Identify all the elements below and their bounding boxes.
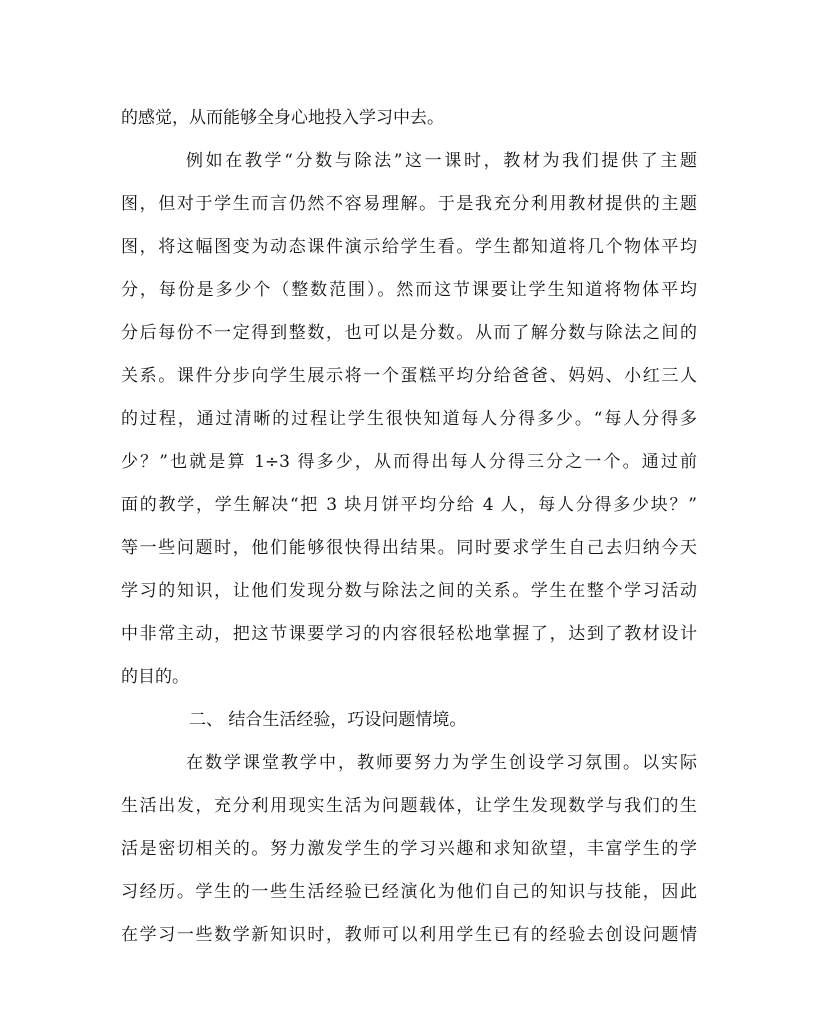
paragraph-line: 少？”也就是算 1÷3 得多少，从而得出每人分得三分之一个。通过前: [121, 452, 697, 472]
paragraph-line: 等一些问题时，他们能够很快得出结果。同时要求学生自己去归纳今天: [121, 538, 697, 558]
paragraph-line: 图，将这幅图变为动态课件演示给学生看。学生都知道将几个物体平均: [121, 237, 697, 257]
paragraph-line: 生活出发，充分利用现实生活为问题载体，让学生发现数学与我们的生: [121, 796, 697, 816]
paragraph-first-line: 例如在教学“分数与除法”这一课时，教材为我们提供了主题: [186, 151, 697, 171]
paragraph-line: 图，但对于学生而言仍然不容易理解。于是我充分利用教材提供的主题: [121, 194, 697, 214]
paragraph-line: 的过程，通过清晰的过程让学生很快知道每人分得多少。“每人分得多: [121, 409, 697, 429]
paragraph-line: 习经历。学生的一些生活经验已经演化为他们自己的知识与技能，因此: [121, 882, 697, 902]
paragraph-line: 面的教学，学生解决“把 3 块月饼平均分给 4 人，每人分得多少块？”: [121, 495, 697, 515]
paragraph-line: 的目的。: [121, 667, 189, 687]
paragraph-line: 在学习一些数学新知识时，教师可以利用学生已有的经验去创设问题情: [121, 925, 697, 945]
paragraph-line: 中非常主动，把这节课要学习的内容很轻松地掌握了，达到了教材设计: [121, 624, 697, 644]
section-heading: 二、 结合生活经验，巧设问题情境。: [189, 710, 467, 730]
paragraph-line: 活是密切相关的。努力激发学生的学习兴趣和求知欲望，丰富学生的学: [121, 839, 697, 859]
paragraph-line: 的感觉，从而能够全身心地投入学习中去。: [121, 108, 444, 128]
paragraph-line: 关系。课件分步向学生展示将一个蛋糕平均分给爸爸、妈妈、小红三人: [121, 366, 697, 386]
paragraph-first-line: 在数学课堂教学中，教师要努力为学生创设学习氛围。以实际: [186, 753, 697, 773]
paragraph-line: 学习的知识，让他们发现分数与除法之间的关系。学生在整个学习活动: [121, 581, 697, 601]
paragraph-line: 分后每份不一定得到整数，也可以是分数。从而了解分数与除法之间的: [121, 323, 697, 343]
paragraph-line: 分，每份是多少个（整数范围）。然而这节课要让学生知道将物体平均: [121, 280, 697, 300]
